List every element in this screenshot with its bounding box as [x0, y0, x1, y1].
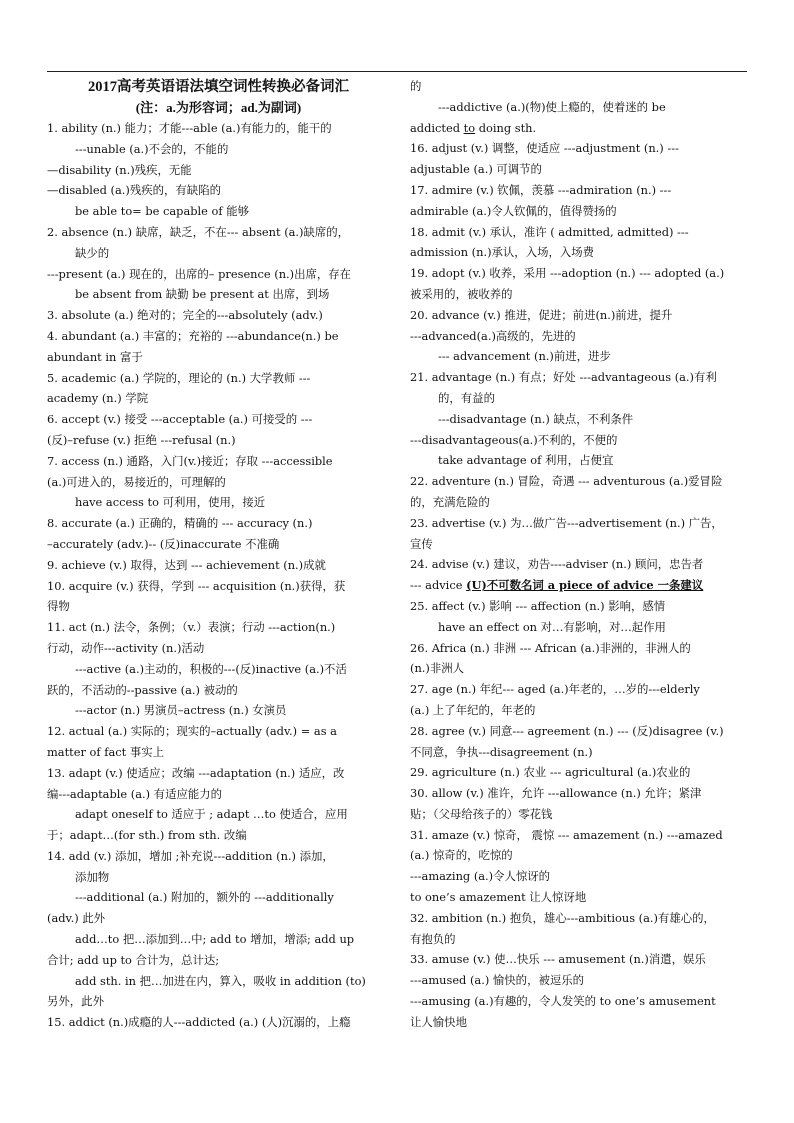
vocab-line — [47, 264, 390, 285]
vocab-line — [410, 118, 760, 139]
vocab-line — [410, 617, 760, 638]
vocab-line — [47, 950, 390, 971]
vocab-line — [410, 554, 760, 575]
vocab-line — [47, 846, 390, 867]
vocab-line — [47, 887, 390, 908]
vocab-line — [410, 180, 760, 201]
vocab-line — [410, 242, 760, 263]
vocab-line — [47, 347, 390, 368]
vocab-line-text: 得物 — [47, 599, 70, 614]
vocab-line — [410, 513, 760, 534]
vocab-line-text: 编---adaptable (a.) 有适应能力的 — [47, 786, 223, 801]
vocab-line — [410, 326, 760, 347]
vocab-line — [410, 825, 760, 846]
vocab-line-text: (n.)非洲人 — [410, 661, 465, 676]
vocab-line — [47, 451, 390, 472]
vocab-line-text: 的 — [410, 79, 422, 93]
vocab-line-text: --- advice — [410, 578, 467, 593]
vocab-line-text: 27. age (n.) 年纪--- aged (a.)年老的，…岁的---elderly — [410, 682, 700, 697]
vocab-line — [410, 742, 760, 763]
vocab-line-text: ---addictive (a.)(物)使上瘾的，使着迷的 be — [438, 99, 666, 114]
vocab-line-text: 5. academic (a.) 学院的，理论的 (n.) 大学教师 --- — [47, 370, 311, 385]
left-entries — [47, 118, 390, 1033]
vocab-line — [47, 659, 390, 680]
page-title: 2017高考英语语法填空词性转换必备词汇 — [88, 79, 349, 95]
vocab-line — [47, 784, 390, 805]
vocab-line-text: 31. amaze (v.) 惊奇， 震惊 --- amazement (n.) ---amazed — [410, 827, 723, 842]
vocab-line-text: --- advancement (n.)前进，进步 — [438, 349, 611, 364]
vocab-line — [410, 409, 760, 430]
vocab-line-text: ---present (a.) 现在的，出席的– presence (n.)出席，存在 — [47, 266, 352, 281]
vocab-line — [47, 929, 390, 950]
vocab-line-text: ---disadvantageous(a.)不利的，不便的 — [410, 432, 618, 447]
vocab-line — [410, 138, 760, 159]
vocab-line — [47, 492, 390, 513]
vocab-line-text: 8. accurate (a.) 正确的，精确的 --- accuracy (n.) — [47, 516, 313, 531]
vocab-line-text: add sth. in 把…加进在内，算入，吸收 in addition (to) — [75, 973, 366, 988]
vocab-line-text: be absent from 缺勤 be present at 出席，到场 — [75, 287, 330, 302]
vocab-line — [410, 1012, 760, 1033]
vocab-line-text: 21. advantage (n.) 有点；好处 ---advantageous (a.)有利 — [410, 370, 717, 385]
vocab-line — [47, 284, 390, 305]
vocab-line — [47, 180, 390, 201]
vocab-line — [410, 970, 760, 991]
vocab-line-text: —disabled (a.)残疾的，有缺陷的 — [47, 183, 221, 198]
vocab-line — [47, 638, 390, 659]
vocab-line-text: 的，充满危险的 — [410, 494, 490, 509]
vocab-line — [47, 908, 390, 929]
vocab-line-text: 20. advance (v.) 推进，促进；前进(n.)前进，提升 — [410, 307, 673, 322]
vocab-line-text: —disability (n.)残疾，无能 — [47, 162, 192, 177]
vocab-line-text: 32. ambition (n.) 抱负，雄心---ambitious (a.)有雄心的， — [410, 910, 715, 925]
vocab-line-text: 13. adapt (v.) 使适应；改编 ---adaptation (n.) 适应，改 — [47, 765, 345, 780]
vocab-line-text: 11. act (n.) 法令，条例；（v.）表演；行动 ---action(n.) — [47, 620, 336, 635]
right-column — [410, 76, 760, 1033]
vocab-line-text: 2. absence (n.) 缺席，缺乏，不在--- absent (a.)缺席的， — [47, 224, 350, 239]
vocab-line-text: 贴；（父母给孩子的）零花钱 — [410, 806, 553, 821]
vocab-line-text: 合计; add up to 合计为，总计达; — [47, 952, 220, 967]
vocab-line-text: 19. adopt (v.) 收养，采用 ---adoption (n.) --- adopted (a.) — [410, 266, 725, 281]
vocab-line — [47, 742, 390, 763]
vocab-line-text: 17. admire (v.) 钦佩，羡慕 ---admiration (n.) --- — [410, 182, 672, 197]
vocab-line — [47, 804, 390, 825]
vocab-line-text: 3. absolute (a.) 绝对的；完全的---absolutely (adv.) — [47, 308, 323, 323]
vocab-line — [410, 908, 760, 929]
vocab-line — [47, 305, 390, 326]
vocab-line — [410, 949, 760, 970]
vocab-line-text: 22. adventure (n.) 冒险，奇遇 --- adventurous (a.)爱冒险 — [410, 474, 723, 489]
vocab-line-text: 不同意，争执---disagreement (n.) — [410, 744, 593, 759]
vocab-line-text: 25. affect (v.) 影响 --- affection (n.) 影响，感情 — [410, 598, 666, 613]
vocab-line — [410, 450, 760, 471]
vocab-line-text: 24. advise (v.) 建议，劝告----adviser (n.) 顾问，忠告者 — [410, 557, 704, 572]
vocab-line — [410, 991, 760, 1012]
vocab-line — [410, 638, 760, 659]
vocab-line — [410, 596, 760, 617]
vocab-line — [410, 700, 760, 721]
vocab-line-text: adapt oneself to 适应于 ; adapt …to 使适合，应用 — [75, 807, 348, 822]
vocab-line-text: 14. add (v.) 添加，增加 ;补充说---addition (n.) 添加， — [47, 848, 334, 863]
vocab-line — [410, 845, 760, 866]
vocab-line-text: 26. Africa (n.) 非洲 --- African (a.)非洲的，非洲人的 — [410, 640, 691, 655]
vocab-line-text: ---additional (a.) 附加的，额外的 ---additionally — [75, 890, 334, 905]
vocab-line-text: 4. abundant (a.) 丰富的；充裕的 ---abundance(n.) be — [47, 328, 339, 343]
vocab-line-text: ---amazing (a.)令人惊讶的 — [410, 869, 551, 884]
vocab-line-text: –accurately (adv.)-- (反)inaccurate 不准确 — [47, 536, 280, 551]
vocab-line-text: add…to 把…添加到…中; add to 增加，增添; add up — [75, 932, 355, 947]
vocab-line-text: addicted — [410, 120, 464, 135]
vocab-line — [47, 700, 390, 721]
right-entries — [410, 76, 760, 1033]
top-rule — [47, 71, 747, 72]
vocab-line — [410, 783, 760, 804]
vocab-line — [47, 472, 390, 493]
vocab-line — [410, 575, 760, 596]
vocab-line-text: 12. actual (a.) 实际的；现实的–actually (adv.) = as a — [47, 724, 337, 739]
vocab-line — [47, 825, 390, 846]
vocab-line-text: (a.)可进入的，易接近的，可理解的 — [47, 474, 226, 489]
vocab-line-text: to one’s amazement 让人惊讶地 — [410, 890, 587, 905]
vocab-line-text: 宣传 — [410, 536, 433, 551]
vocab-line — [47, 326, 390, 347]
vocab-line — [47, 867, 390, 888]
vocab-line-text: 10. acquire (v.) 获得，学到 --- acquisition (n.)获得，获 — [47, 578, 346, 593]
vocab-line-text: 另外，此外 — [47, 994, 104, 1009]
vocab-line-text: 行动，动作---activity (n.)活动 — [47, 640, 205, 655]
vocab-line — [410, 534, 760, 555]
vocab-line — [410, 284, 760, 305]
vocab-line-text: 29. agriculture (n.) 农业 --- agricultural (a.)农业的 — [410, 765, 691, 780]
vocab-line-text: abundant in 富于 — [47, 349, 143, 364]
vocab-line — [410, 866, 760, 887]
vocab-line — [47, 763, 390, 784]
vocab-line-text: 被采用的，被收养的 — [410, 286, 513, 301]
vocab-line-text: ---disadvantage (n.) 缺点，不利条件 — [438, 411, 634, 426]
vocab-line-text: ---actor (n.) 男演员–actress (n.) 女演员 — [75, 703, 287, 718]
vocab-line — [410, 679, 760, 700]
vocab-line — [47, 596, 390, 617]
vocab-line — [47, 201, 390, 222]
vocab-line — [410, 887, 760, 908]
vocab-line — [410, 263, 760, 284]
vocab-line — [410, 658, 760, 679]
vocab-line — [47, 430, 390, 451]
vocab-line — [47, 243, 390, 264]
vocab-line — [47, 680, 390, 701]
vocab-line — [47, 388, 390, 409]
vocab-line-text: ---active (a.)主动的，积极的---(反)inactive (a.)不活 — [75, 661, 347, 676]
vocab-line — [410, 201, 760, 222]
vocab-line-text: (a.) 上了年纪的，年老的 — [410, 702, 536, 717]
vocab-line — [47, 368, 390, 389]
vocab-line-text: 30. allow (v.) 准许，允许 ---allowance (n.) 允许；紧津 — [410, 786, 702, 801]
vocab-line — [410, 346, 760, 367]
vocab-line-text: admirable (a.)令人钦佩的，值得赞扬的 — [410, 203, 617, 218]
vocab-line — [410, 159, 760, 180]
vocab-line-text: 于；adapt…(for sth.) from sth. 改编 — [47, 828, 247, 843]
vocab-line — [410, 367, 760, 388]
vocab-line-text: 有抱负的 — [410, 931, 456, 946]
vocab-line-text: 6. accept (v.) 接受 ---acceptable (a.) 可接受的 --- — [47, 412, 313, 427]
vocab-line-tail: doing sth. — [475, 120, 537, 135]
vocab-line-text: ---amusing (a.)有趣的，令人发笑的 to one’s amusement — [410, 994, 716, 1009]
vocab-line — [47, 617, 390, 638]
vocab-line-text: 添加物 — [75, 869, 110, 884]
vocab-line — [410, 430, 760, 451]
vocab-line-text: (a.) 惊奇的，吃惊的 — [410, 848, 513, 863]
vocab-line-text: (adv.) 此外 — [47, 911, 106, 926]
vocab-line — [410, 804, 760, 825]
vocab-line-text: 28. agree (v.) 同意--- agreement (n.) --- (反)disagree (v.) — [410, 723, 724, 738]
vocab-line — [410, 929, 760, 950]
vocab-line-text: (反)–refuse (v.) 拒绝 ---refusal (n.) — [47, 432, 236, 447]
vocab-line — [47, 222, 390, 243]
emphasis-note: (U)不可数名词 a piece of advice 一条建议 — [466, 578, 704, 593]
vocab-line-text: 跃的，不活动的--passive (a.) 被动的 — [47, 682, 238, 697]
vocab-line-text: academy (n.) 学院 — [47, 391, 149, 406]
vocab-line-text: 让人愉快地 — [410, 1014, 467, 1029]
vocab-line-text: ---advanced(a.)高级的，先进的 — [410, 328, 576, 343]
vocab-line — [47, 991, 390, 1012]
vocab-line-text: have an effect on 对…有影响，对…起作用 — [438, 619, 666, 634]
underlined-word: to — [463, 120, 476, 135]
vocab-line-text: 18. admit (v.) 承认，准许 ( admitted, admitted) --- — [410, 224, 689, 239]
vocab-line-text: be able to= be capable of 能够 — [75, 204, 250, 219]
vocab-line — [47, 118, 390, 139]
vocab-line-text: 7. access (n.) 通路，入门(v.)接近；存取 ---accessible — [47, 453, 333, 468]
vocab-line — [410, 492, 760, 513]
vocab-line — [410, 305, 760, 326]
vocab-line-text: matter of fact 事实上 — [47, 744, 165, 759]
vocab-line — [47, 513, 390, 534]
vocab-line-text: 9. achieve (v.) 取得，达到 --- achievement (n.)成就 — [47, 557, 326, 572]
vocab-line-text: 的，有益的 — [438, 390, 495, 405]
vocab-line-text: adjustable (a.) 可调节的 — [410, 162, 542, 177]
vocab-line — [410, 721, 760, 742]
page-subtitle: (注：a.为形容词；ad.为副词) — [135, 100, 302, 115]
vocab-line — [47, 555, 390, 576]
vocab-line — [410, 471, 760, 492]
vocab-line — [47, 534, 390, 555]
vocab-line — [410, 388, 760, 409]
vocab-line-text: ---amused (a.) 愉快的，被逗乐的 — [410, 973, 585, 988]
vocab-line — [47, 1012, 390, 1033]
vocab-line-text: 16. adjust (v.) 调整，使适应 ---adjustment (n.) --- — [410, 141, 679, 156]
vocab-line — [410, 222, 760, 243]
vocab-line-text: 23. advertise (v.) 为…做广告---advertisement (n.) 广告， — [410, 515, 723, 530]
vocab-line — [47, 139, 390, 160]
vocab-line — [410, 76, 760, 97]
vocab-line — [47, 576, 390, 597]
vocab-line — [47, 721, 390, 742]
vocab-line — [47, 971, 390, 992]
vocab-line-text: 15. addict (n.)成瘾的人---addicted (a.) (人)沉溺的，上瘾 — [47, 1015, 351, 1030]
vocab-line — [410, 97, 760, 118]
vocab-line-text: ---unable (a.)不会的，不能的 — [75, 141, 229, 156]
vocab-line — [410, 762, 760, 783]
vocab-line-text: 1. ability (n.) 能力；才能---able (a.)有能力的，能干的 — [47, 121, 332, 135]
vocab-line-text: admission (n.)承认，入场，入场费 — [410, 245, 595, 260]
vocab-line — [47, 409, 390, 430]
vocab-line-text: 33. amuse (v.) 使…快乐 --- amusement (n.)消遣，娱乐 — [410, 952, 706, 967]
vocab-line-text: take advantage of 利用，占便宜 — [438, 453, 614, 468]
vocab-line-text: 缺少的 — [75, 245, 110, 260]
vocab-line — [47, 160, 390, 181]
vocab-line-text: have access to 可利用，使用，接近 — [75, 495, 266, 510]
left-column — [47, 76, 390, 1033]
